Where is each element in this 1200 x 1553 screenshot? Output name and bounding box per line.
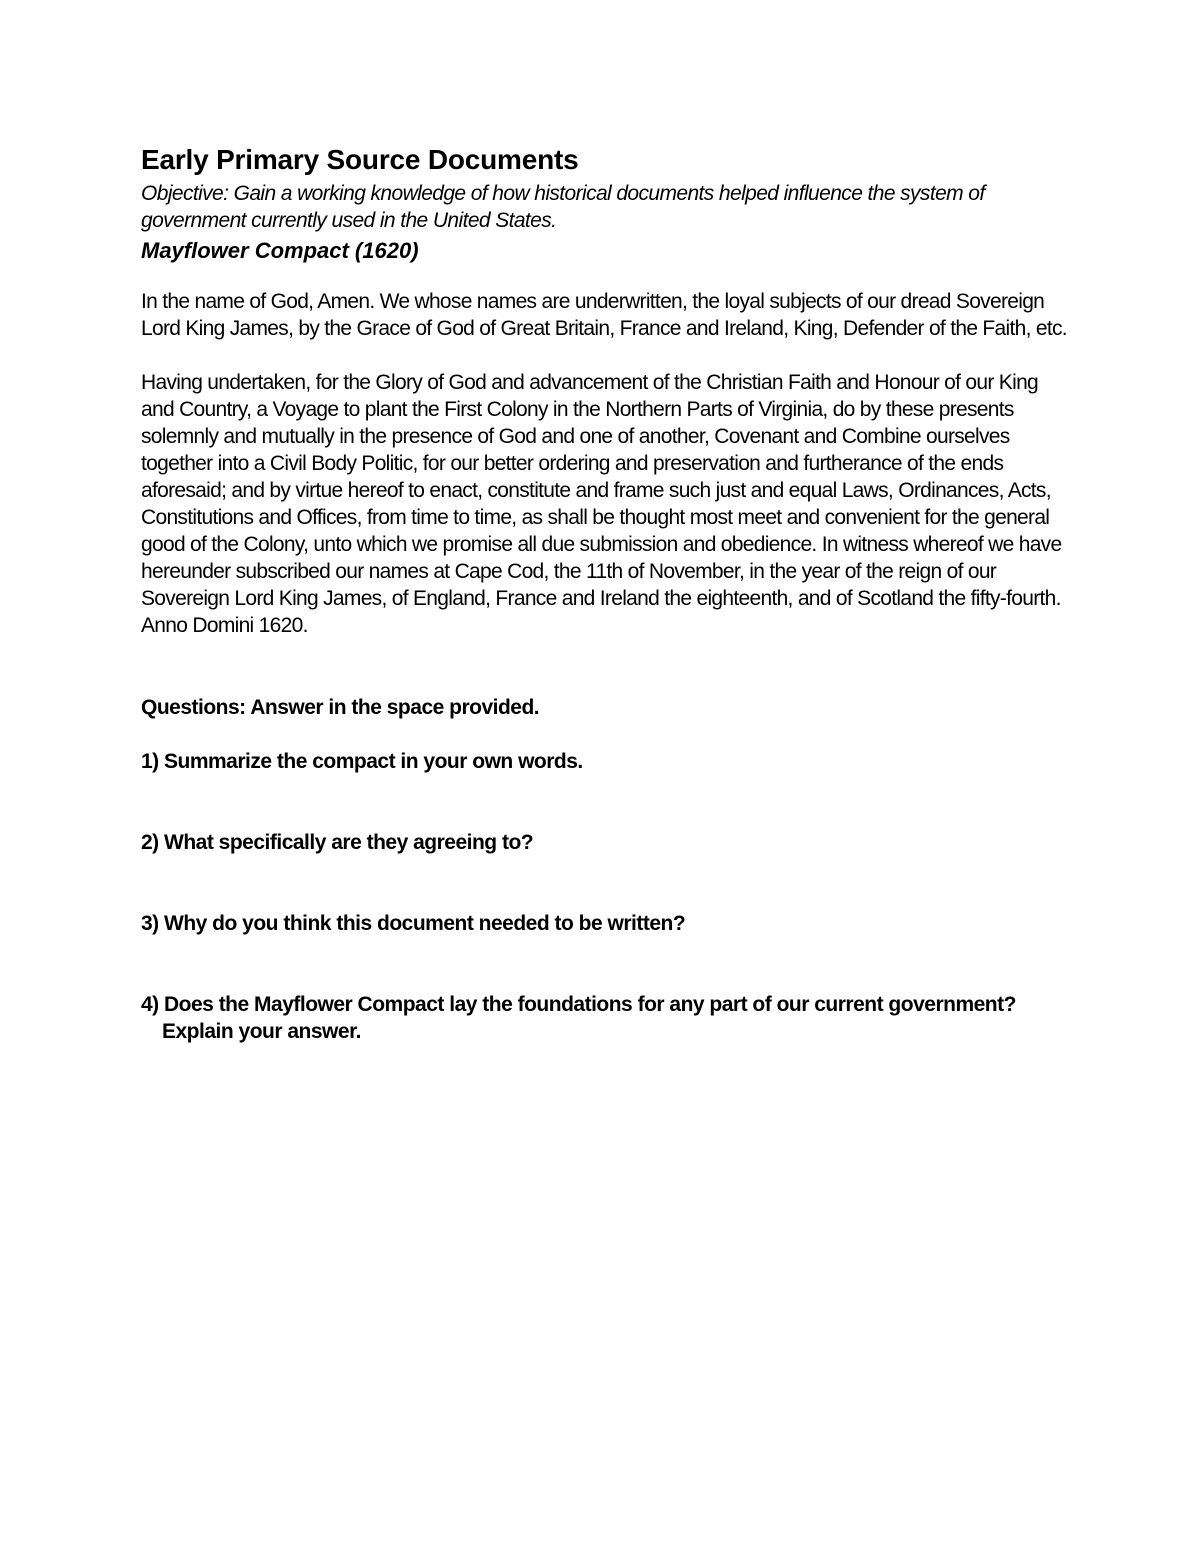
question-4-text: 4) Does the Mayflower Compact lay the foundations for any part of our current government? (141, 993, 1016, 1016)
question-1: 1) Summarize the compact in your own words. (141, 750, 583, 773)
document-page (141, 140, 1071, 1045)
objective-text: Objective: Gain a working knowledge of how historical documents helped influence the system of government currently used in the United States. (141, 182, 985, 232)
document-title: Early Primary Source Documents (141, 144, 579, 175)
question-4-continuation: Explain your answer. (162, 1020, 361, 1043)
questions-header: Questions: Answer in the space provided. (141, 696, 540, 719)
question-2: 2) What specifically are they agreeing to? (141, 831, 534, 854)
question-4 (141, 991, 1071, 1045)
question-3: 3) Why do you think this document needed to be written? (141, 912, 686, 935)
section-title: Mayflower Compact (1620) (141, 238, 419, 263)
compact-paragraph: Having undertaken, for the Glory of God and advancement of the Christian Faith and Honour of our King and Country, a Voyage to plant the First Colony in the Northern Parts of Virginia, do by these presents solemnly and mutually in the presence of God and one of another, Covenant and Combine ourselves together into a Civil Body Politic, for our better ordering and preservation and furtherance of the ends aforesaid; and by virtue hereof to enact, constitute and frame such just and equal Laws, Ordinances, Acts, Constitutions and Offices, from time to time, as shall be thought most meet and convenient for the general good of the Colony, unto which we promise all due submission and obedience. In witness whereof we have hereunder subscribed our names at Cape Cod, the 11th of November, in the year of the reign of our Sovereign Lord King James, of England, France and Ireland the eighteenth, and of Scotland the fifty-fourth. Anno Domini 1620. (141, 371, 1062, 637)
compact-paragraph: In the name of God, Amen. We whose names are underwritten, the loyal subjects of our dread Sovereign Lord King James, by the Grace of God of Great Britain, France and Ireland, King, Defender of the Faith, etc. (141, 290, 1067, 340)
